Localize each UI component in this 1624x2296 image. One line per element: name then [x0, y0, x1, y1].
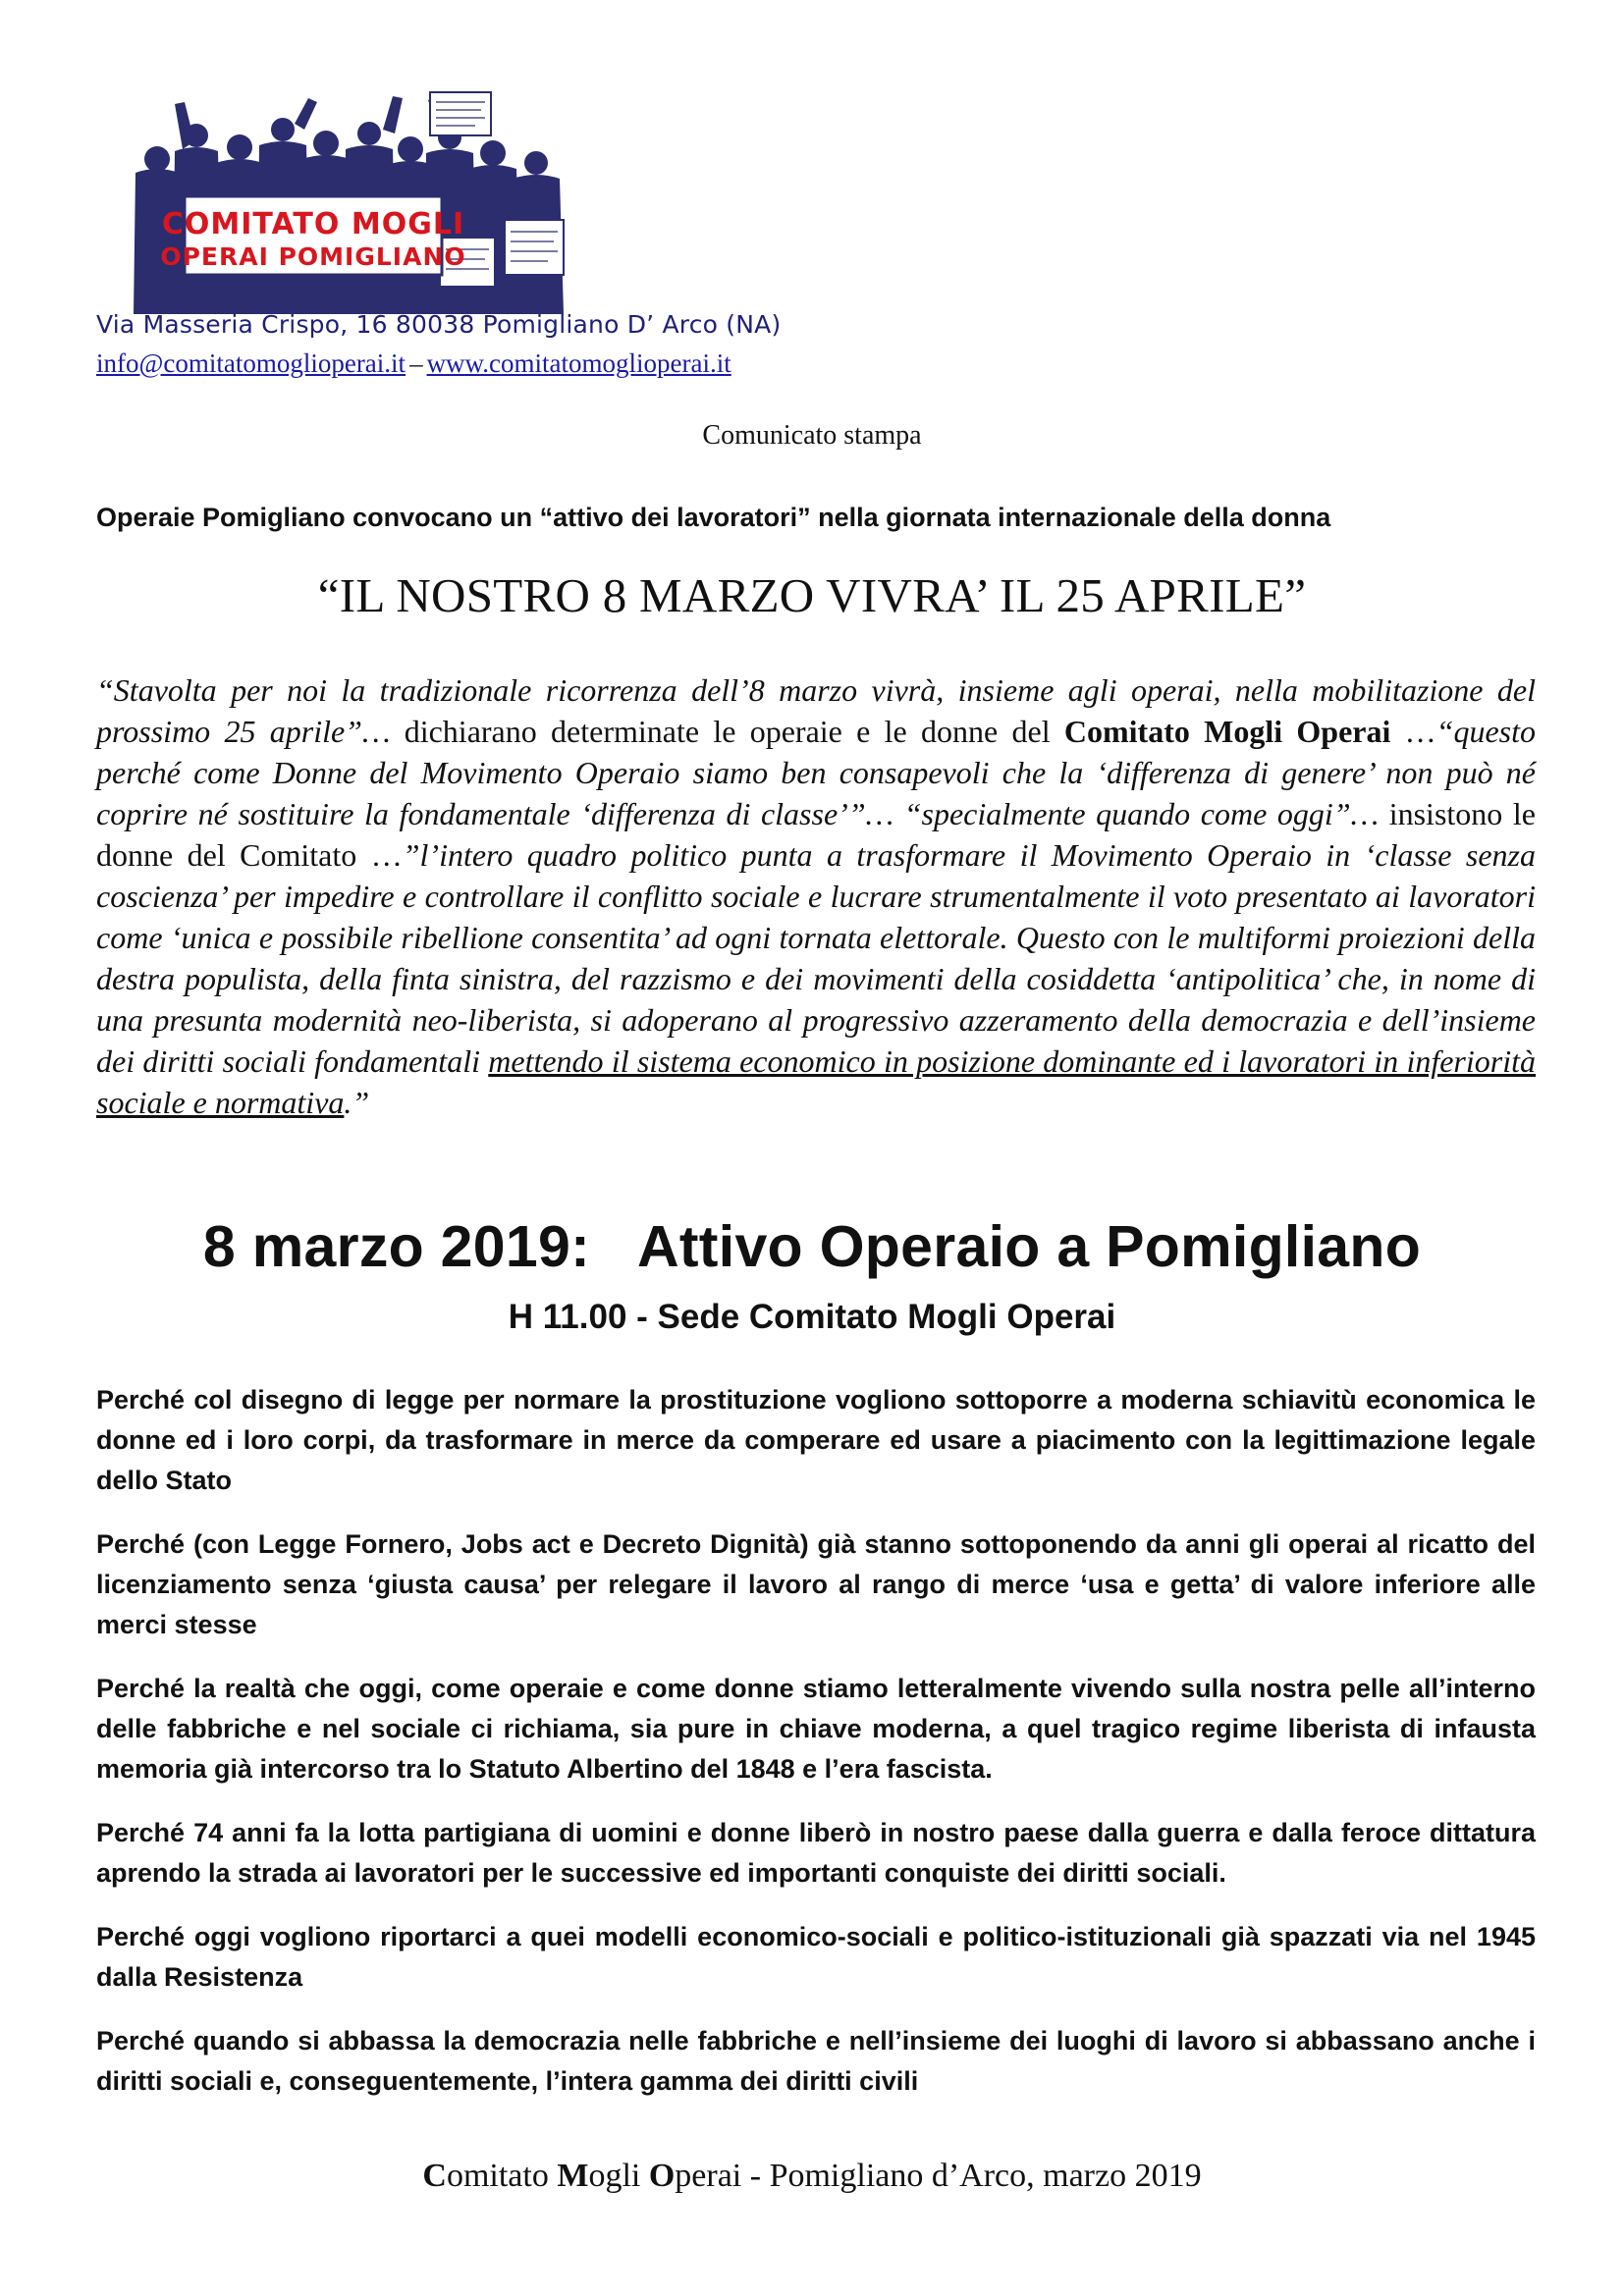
reasons-list	[96, 1380, 1536, 2125]
quote-closing: .”	[344, 1085, 370, 1120]
contact-separator: –	[409, 348, 423, 378]
reason-item: Perché (con Legge Fornero, Jobs act e Decreto Dignità) già stanno sottoponendo da anni gli operai al ricatto del licenziamento senza ‘giusta causa’ per relegare il lavoro al rango di merce ‘usa e getta’ di valore inferiore alle merci stesse	[96, 1529, 1536, 1639]
quote-part-4: …	[1390, 714, 1436, 749]
logo-text-line2: OPERAI POMIGLIANO	[160, 242, 466, 271]
quote-part-7: ”l’intero quadro politico punta a trasformare il Movimento Operaio in ‘classe senza coscienza’ per impedire e controllare il conflitto sociale e lucrare strumentalmente il voto presentato ai lavoratori come ‘unica e possibile ribellione consentita’ ad ogni tornata elettorale. Questo con le multiformi proiezioni della destra populista, della finta sinistra, del razzismo e dei movimenti della cosiddetta ‘antipolitica’ che, in nome di una presunta modernità neo-liberista, si adoperano al progressivo azzeramento della democrazia e dell’insieme dei diritti sociali fondamentali	[96, 837, 1537, 1079]
footer-signature	[0, 2158, 1624, 2195]
footer-word-2: ogli	[588, 2158, 649, 2194]
event-title: 8 marzo 2019: Attivo Operaio a Pomigliano	[202, 1214, 1422, 1279]
comitato-logo	[116, 90, 577, 322]
quote-part-5: “questo perché come Donne del Movimento Operaio siamo ben consapevoli che la ‘differenza di genere’ non può né coprire né sostituire la fondamentale ‘differenza di classe’”… “specialmente quando come oggi”…	[96, 714, 1536, 831]
email-link[interactable]: info@comitatomoglioperai.it	[96, 348, 406, 378]
contact-line	[96, 348, 731, 379]
logo-graphic	[116, 90, 577, 322]
reason-item: Perché la realtà che oggi, come operaie e come donne stiamo letteralmente vivendo sulla nostra pelle all’interno delle fabbriche e nel sociale ci richiama, sia pure in chiave moderna, a quel tragico regime liberista di infausta memoria già intercorso tra lo Statuto Albertino del 1848 e l’era fascista.	[96, 1674, 1536, 1784]
press-release-label: Comunicato stampa	[702, 420, 922, 451]
footer-initial-o: O	[648, 2158, 676, 2194]
reason-item: Perché oggi vogliono riportarci a quei modelli economico-sociali e politico-istituzionali già spazzati via nel 1945 dalla Resistenza	[96, 1922, 1536, 1992]
quote-committee-name: Comitato Mogli Operai	[1063, 714, 1391, 749]
footer-initial-c: C	[422, 2158, 447, 2194]
footer-word-1: omitato	[446, 2158, 558, 2194]
reason-item: Perché quando si abbassa la democrazia nelle fabbriche e nell’insieme dei luoghi di lavoro si abbassano anche i diritti sociali e, conseguentemente, l’intera gamma dei diritti civili	[96, 2026, 1536, 2096]
footer-word-3: perai - Pomigliano d’Arco, marzo 2019	[675, 2158, 1202, 2194]
quote-part-6: insistono le donne del Comitato …	[96, 796, 1537, 873]
subheading: Operaie Pomigliano convocano un “attivo dei lavoratori” nella giornata internazionale della donna	[96, 503, 1331, 532]
quote-part-2: dichiarano determinate le operaie e le donne del	[390, 714, 1064, 749]
main-title: “IL NOSTRO 8 MARZO VIVRA’ IL 25 APRILE”	[317, 568, 1307, 622]
quote-part-1: “Stavolta per noi la tradizionale ricorrenza dell’8 marzo vivrà, insieme agli operai, nella mobilitazione del prossimo 25 aprile”…	[96, 672, 1536, 749]
logo-text-line1: COMITATO MOGLI	[161, 207, 465, 241]
quote-underlined: mettendo il sistema economico in posizione dominante ed i lavoratori in inferiorità sociale e normativa	[96, 1043, 1537, 1120]
event-subtitle: H 11.00 - Sede Comitato Mogli Operai	[508, 1298, 1116, 1336]
reason-item: Perché 74 anni fa la lotta partigiana di uomini e donne liberò in nostro paese dalla guerra e dalla feroce dittatura aprendo la strada ai lavoratori per le successive ed importanti conquiste dei diritti sociali.	[96, 1818, 1536, 1888]
reason-item: Perché col disegno di legge per normare la prostituzione vogliono sottoporre a moderna schiavitù economica le donne ed i loro corpi, da trasformare in merce da comperare ed usare a piacimento con la legittimazione legale dello Stato	[96, 1385, 1536, 1495]
quote-paragraph	[96, 669, 1536, 1123]
address-line: Via Masseria Crispo, 16 80038 Pomigliano D’ Arco (NA)	[96, 310, 782, 339]
footer-initial-m: M	[557, 2158, 589, 2194]
website-link[interactable]: www.comitatomoglioperai.it	[426, 348, 731, 378]
